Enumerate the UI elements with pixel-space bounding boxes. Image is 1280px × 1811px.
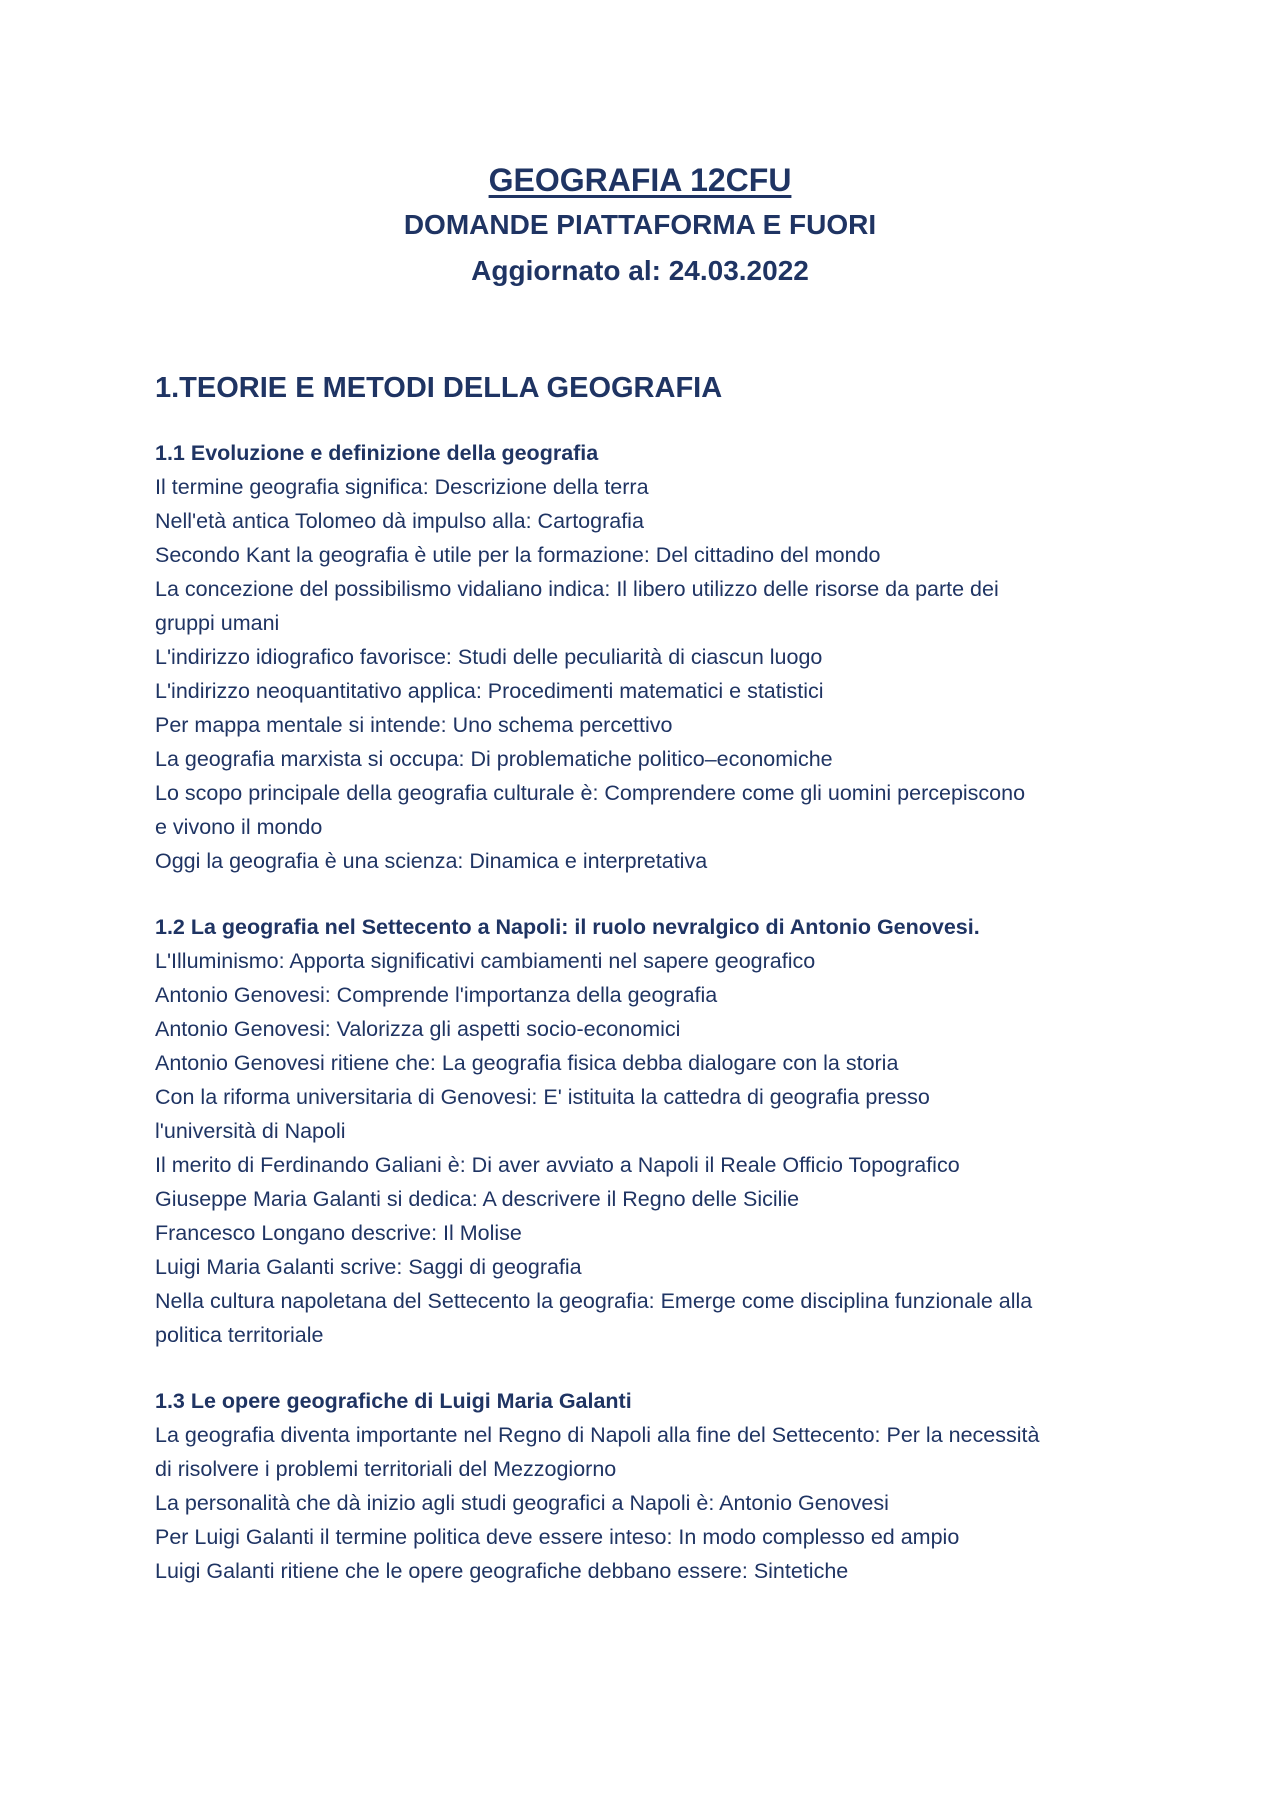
section [155,436,1130,878]
question-line: Nella cultura napoletana del Settecento la geografia: Emerge come disciplina funzionale alla [155,1289,1033,1313]
question-line: Antonio Genovesi ritiene che: La geografia fisica debba dialogare con la storia [155,1051,899,1075]
chapter-title: 1.TEORIE E METODI DELLA GEOGRAFIA [155,372,723,404]
question-line: Luigi Maria Galanti scrive: Saggi di geografia [155,1255,582,1279]
question-line: L'Illuminismo: Apporta significativi cambiamenti nel sapere geografico [155,949,816,973]
question-line: Luigi Galanti ritiene che le opere geografiche debbano essere: Sintetiche [155,1559,849,1583]
document-subtitle: DOMANDE PIATTAFORMA E FUORI [403,209,877,240]
question-line: Il merito di Ferdinando Galiani è: Di aver avviato a Napoli il Reale Officio Topografico [155,1153,960,1177]
question-line: Lo scopo principale della geografia culturale è: Comprendere come gli uomini percepiscono [155,781,1026,805]
question-line: Nell'età antica Tolomeo dà impulso alla: Cartografia [155,509,644,533]
question-line: Per Luigi Galanti il termine politica deve essere inteso: In modo complesso ed ampio [155,1525,960,1549]
section [155,910,1130,1352]
question-line: l'università di Napoli [155,1119,346,1143]
update-date: Aggiornato al: 24.03.2022 [471,255,809,286]
question-line: Con la riforma universitaria di Genovesi: E' istituita la cattedra di geografia presso [155,1085,930,1109]
section-title: 1.2 La geografia nel Settecento a Napoli: il ruolo nevralgico di Antonio Genovesi. [155,915,980,939]
document-header [0,158,1280,294]
question-line: e vivono il mondo [155,815,323,839]
question-line: Francesco Longano descrive: Il Molise [155,1221,522,1245]
question-line: Oggi la geografia è una scienza: Dinamica e interpretativa [155,849,708,873]
question-line: di risolvere i problemi territoriali del Mezzogiorno [155,1457,617,1481]
question-line: La concezione del possibilismo vidaliano indica: Il libero utilizzo delle risorse da parte dei [155,577,999,601]
question-line: Antonio Genovesi: Comprende l'importanza della geografia [155,983,718,1007]
section [155,1384,1130,1588]
question-line: L'indirizzo idiografico favorisce: Studi delle peculiarità di ciascun luogo [155,645,823,669]
question-line: La geografia diventa importante nel Regno di Napoli alla fine del Settecento: Per la necessità [155,1423,1040,1447]
question-line: L'indirizzo neoquantitativo applica: Procedimenti matematici e statistici [155,679,824,703]
question-line: Antonio Genovesi: Valorizza gli aspetti socio-economici [155,1017,681,1041]
question-line: politica territoriale [155,1323,324,1347]
sections-container [155,436,1130,1588]
question-line: Per mappa mentale si intende: Uno schema percettivo [155,713,673,737]
question-line: La geografia marxista si occupa: Di problematiche politico–economiche [155,747,833,771]
question-line: Il termine geografia significa: Descrizione della terra [155,475,649,499]
question-line: Secondo Kant la geografia è utile per la formazione: Del cittadino del mondo [155,543,881,567]
question-line: Giuseppe Maria Galanti si dedica: A descrivere il Regno delle Sicilie [155,1187,800,1211]
question-line: La personalità che dà inizio agli studi geografici a Napoli è: Antonio Genovesi [155,1491,889,1515]
question-line: gruppi umani [155,611,280,635]
document-title: GEOGRAFIA 12CFU [488,162,792,198]
section-title: 1.1 Evoluzione e definizione della geografia [155,441,599,465]
document-content [155,368,1130,1620]
section-title: 1.3 Le opere geografiche di Luigi Maria Galanti [155,1389,632,1413]
